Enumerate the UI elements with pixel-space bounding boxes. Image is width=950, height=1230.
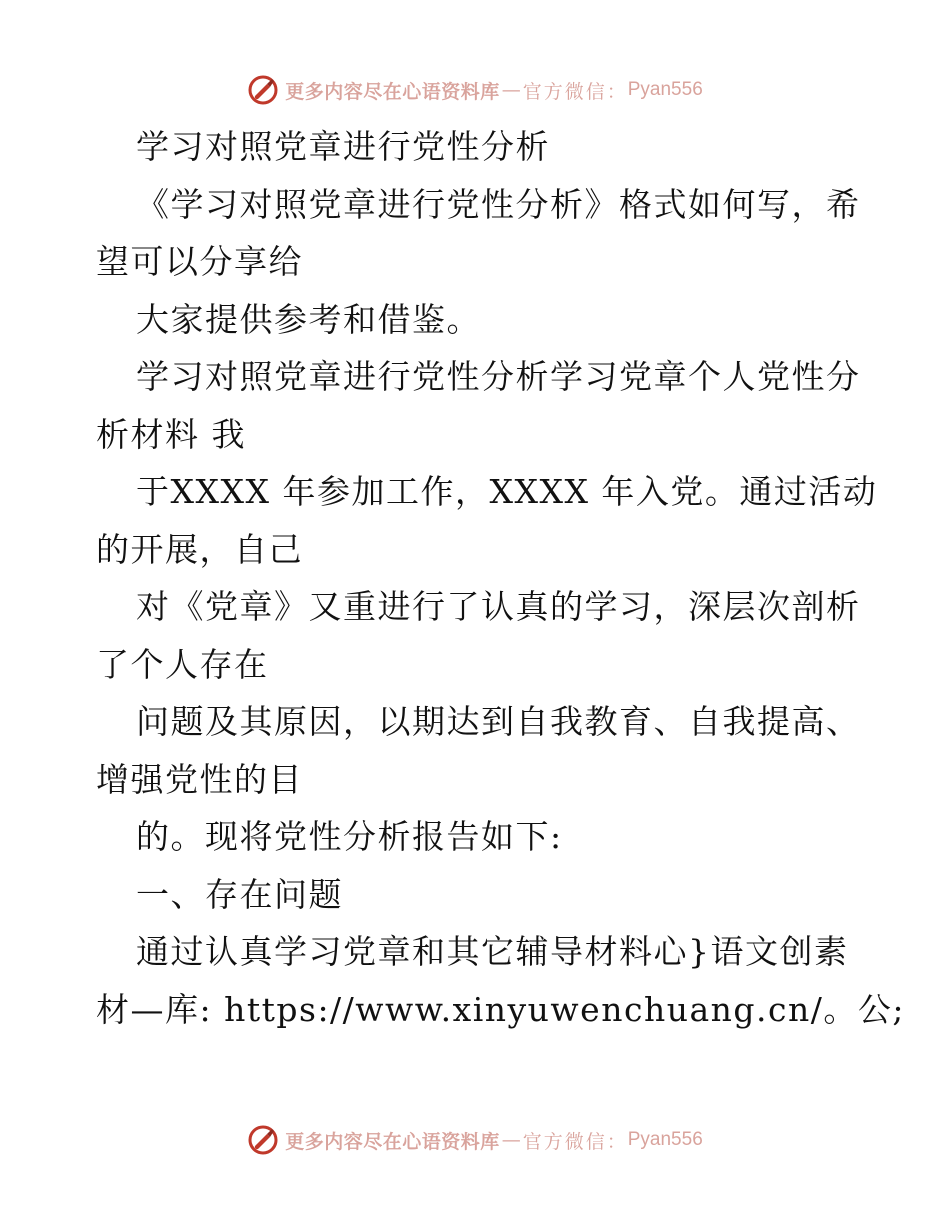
brush-logo-icon bbox=[247, 74, 279, 106]
header-title: 更多内容尽在心语资料库 bbox=[285, 80, 500, 103]
brush-logo-icon bbox=[247, 1124, 279, 1156]
doc-line: 《学习对照党章进行党性分析》格式如何写，希 bbox=[136, 184, 861, 224]
doc-line: 大家提供参考和借鉴。 bbox=[136, 299, 481, 339]
header-wechat-id: Pyan556 bbox=[627, 79, 703, 100]
doc-line: 学习对照党章进行党性分析学习党章个人党性分 bbox=[136, 357, 861, 396]
header-banner bbox=[0, 70, 950, 110]
doc-line: 对《党章》又重进行了认真的学习，深层次剖析 bbox=[136, 587, 861, 626]
header-dash: — bbox=[501, 79, 521, 101]
doc-title: 学习对照党章进行党性分析 bbox=[136, 127, 550, 166]
header-wechat-label: 官方微信： bbox=[522, 80, 628, 103]
document-body bbox=[96, 118, 905, 1038]
footer-wechat-label: 官方微信： bbox=[522, 1130, 628, 1153]
doc-line: 析材料 我 bbox=[96, 414, 246, 454]
footer-wechat-id: Pyan556 bbox=[627, 1129, 703, 1150]
section-heading: 一、存在问题 bbox=[136, 874, 343, 914]
doc-line: 增强党性的目 bbox=[96, 759, 303, 799]
doc-line: 的开展，自己 bbox=[96, 529, 303, 569]
doc-line: 材—库: https://www.xinyuwenchuang.cn/。公; bbox=[96, 989, 905, 1029]
doc-line: 了个人存在 bbox=[96, 644, 269, 684]
doc-line: 望可以分享给 bbox=[96, 242, 303, 281]
footer-title: 更多内容尽在心语资料库 bbox=[285, 1130, 500, 1153]
doc-line: 问题及其原因，以期达到自我教育、自我提高、 bbox=[136, 702, 861, 741]
doc-line: 的。现将党性分析报告如下: bbox=[136, 817, 563, 856]
doc-line: 通过认真学习党章和其它辅导材料心}语文创素 bbox=[136, 932, 849, 971]
doc-line: 于XXXX 年参加工作，XXXX 年入党。通过活动 bbox=[136, 472, 878, 511]
footer-banner bbox=[0, 1120, 950, 1160]
footer-dash: — bbox=[501, 1129, 521, 1151]
